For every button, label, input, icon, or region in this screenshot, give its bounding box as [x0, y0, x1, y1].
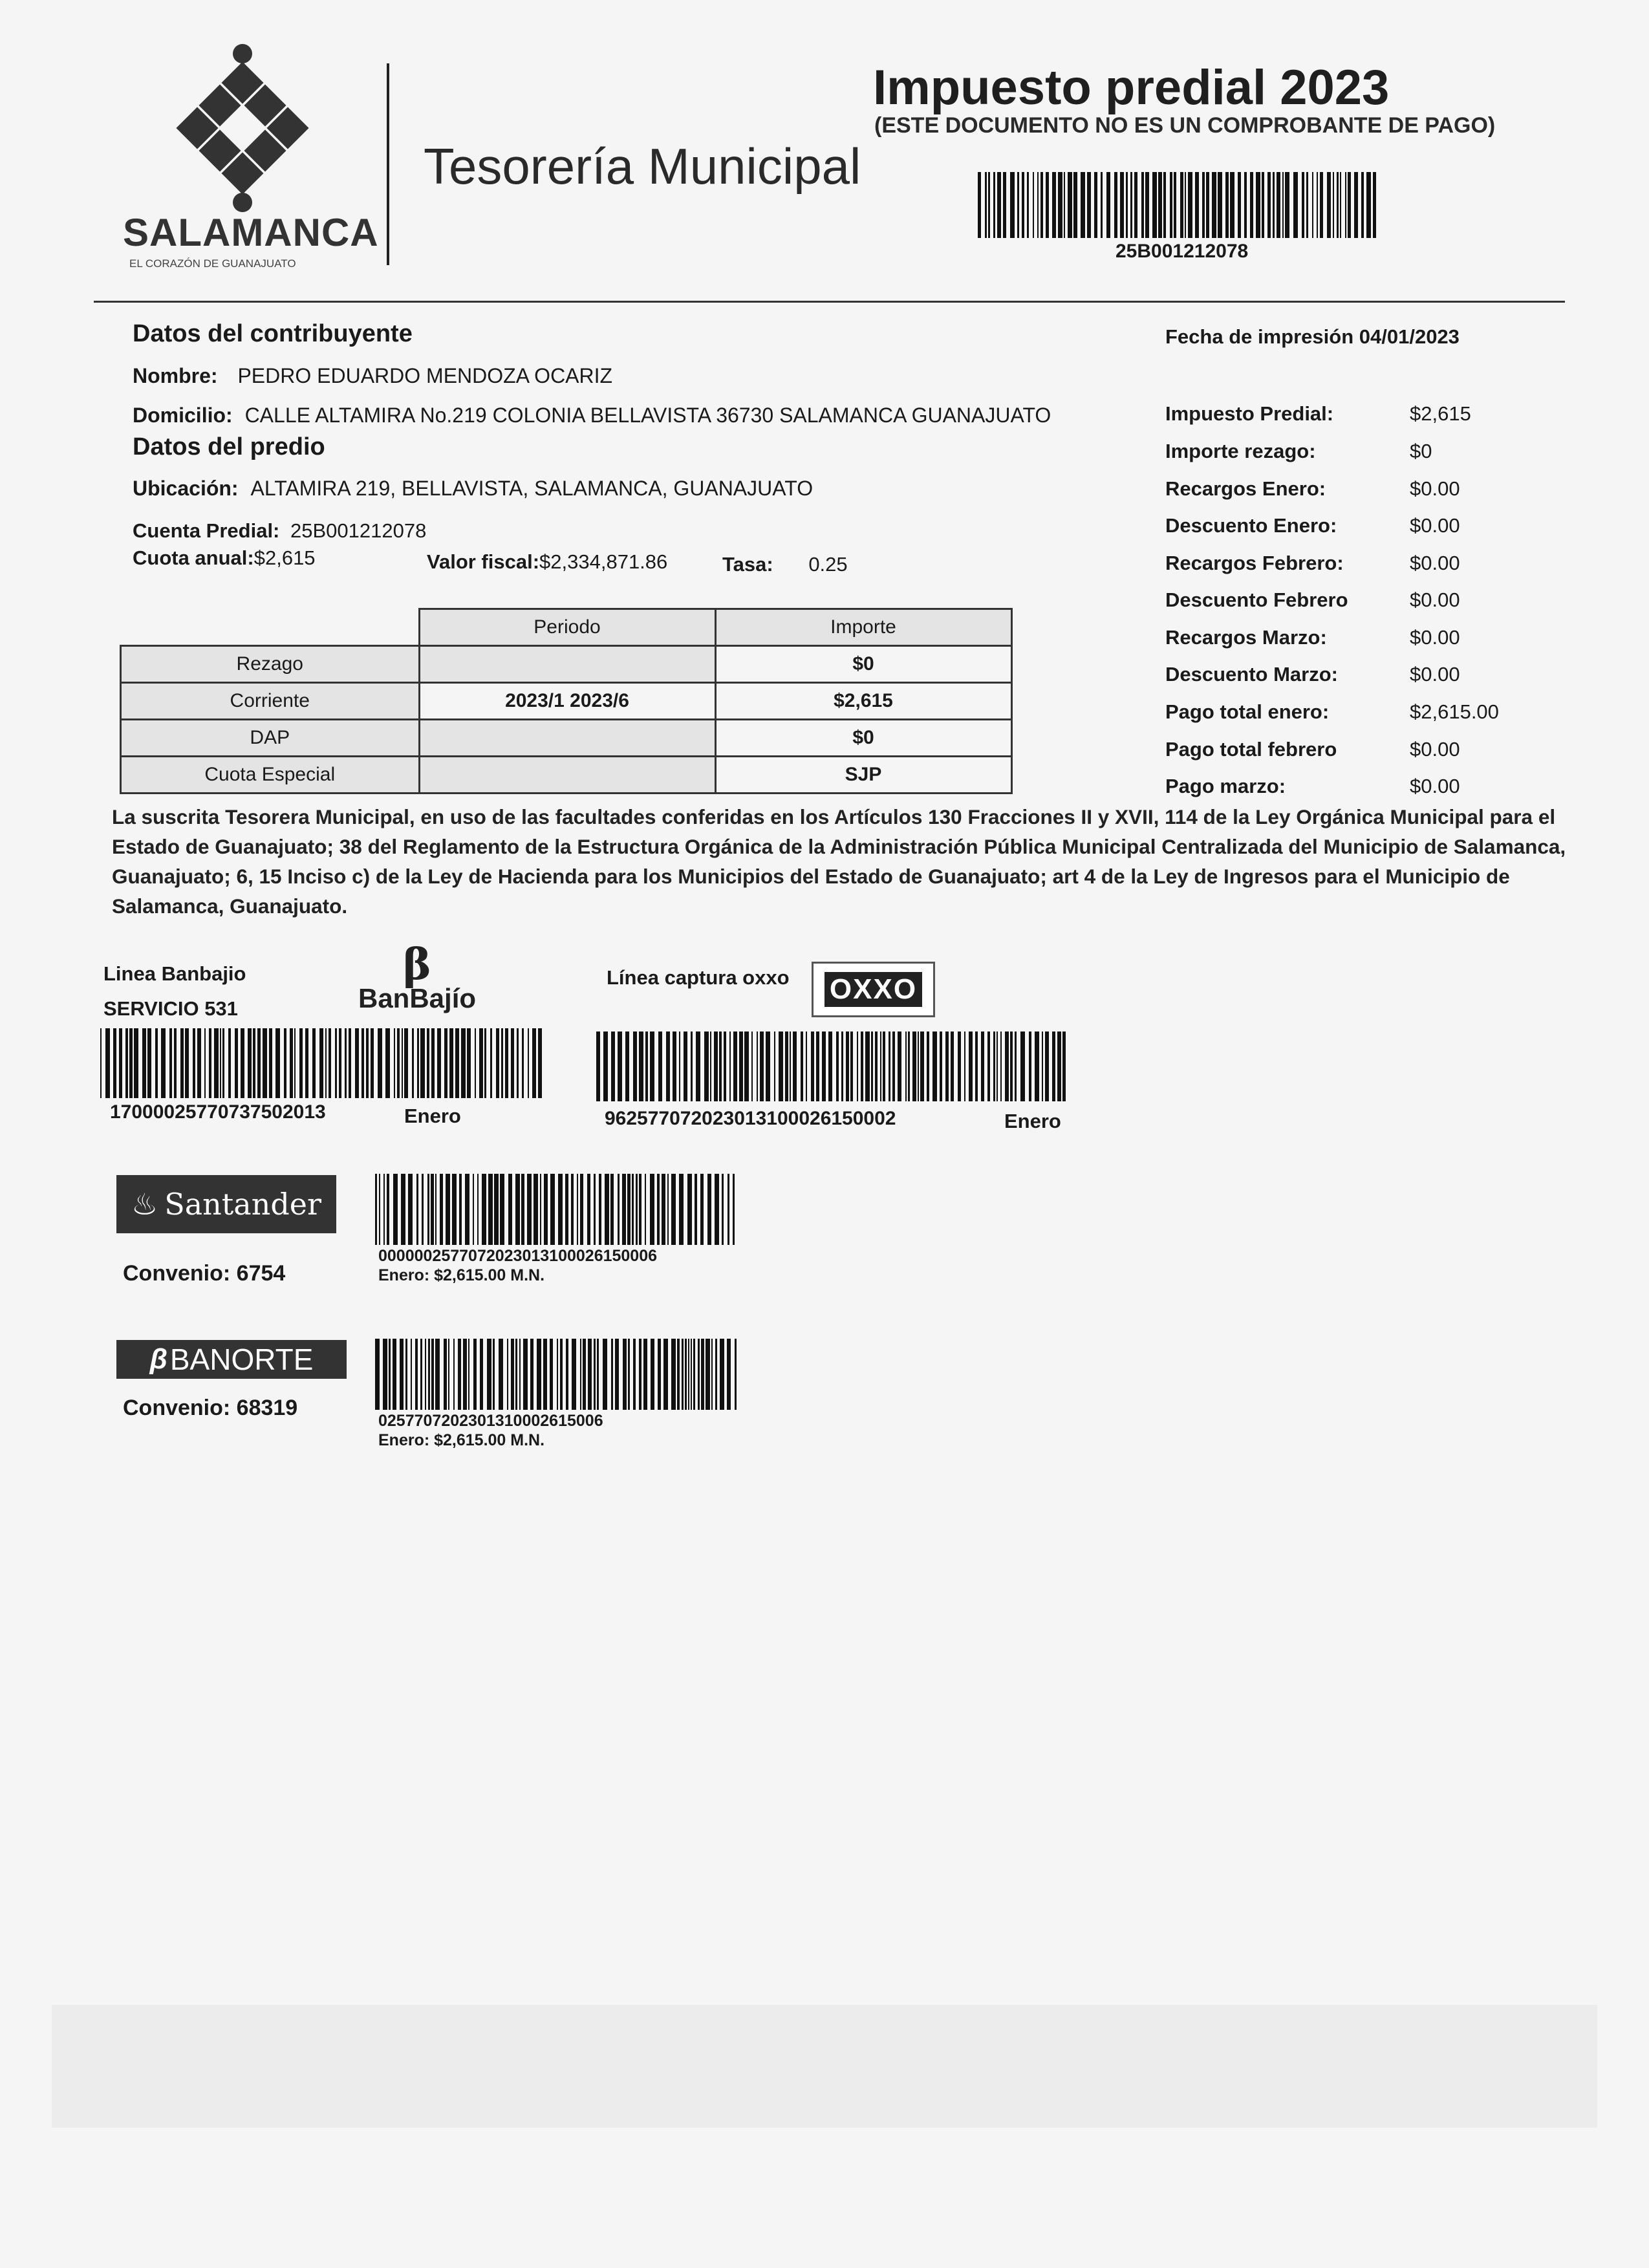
fecha-label: Fecha de impresión: [1165, 325, 1354, 348]
oxxo-mes: Enero: [1004, 1110, 1061, 1132]
account-barcode-number: 25B001212078: [1116, 241, 1249, 262]
barcode-bar: [494, 1174, 499, 1245]
barcode-bar: [420, 1028, 425, 1098]
valor-row: [427, 550, 667, 574]
barcode-bar: [375, 1339, 380, 1410]
document-subtitle: (ESTE DOCUMENTO NO ES UN COMPROBANTE DE PAGO): [874, 113, 1496, 138]
barcode-bar: [706, 1339, 710, 1410]
banorte-logo-icon: β BANORTE: [116, 1340, 347, 1379]
salamanca-logo-icon: [165, 42, 314, 213]
importe-cell: $0: [715, 646, 1011, 683]
barcode-bar: [671, 1339, 676, 1410]
banorte-convenio: Convenio: 68319: [123, 1396, 298, 1420]
barcode-bar: [696, 1031, 700, 1101]
importe-cell: SJP: [715, 757, 1011, 794]
barcode-bar: [393, 1174, 398, 1245]
periodo-cell: 2023/1 2023/6: [419, 683, 715, 720]
resumen-value: $0.00: [1410, 626, 1460, 649]
document-title: Impuesto predial 2023: [873, 60, 1390, 115]
table-row: [121, 683, 1012, 720]
account-barcode: [978, 172, 1382, 238]
resumen-label: Descuento Marzo:: [1165, 663, 1338, 686]
barcode-bar: [435, 1339, 440, 1410]
resumen-label: Impuesto Predial:: [1165, 402, 1334, 425]
barcode-bar: [1212, 172, 1216, 238]
barcode-bar: [1035, 1031, 1039, 1101]
barcode-bar: [1218, 172, 1222, 238]
nombre-value: PEDRO EDUARDO MENDOZA OCARIZ: [237, 364, 613, 387]
contribuyente-title: Datos del contribuyente: [133, 320, 413, 347]
cuenta-row: [133, 519, 426, 543]
table-row: [121, 757, 1012, 794]
concepto-cell: Cuota Especial: [121, 757, 420, 794]
resumen-label: Recargos Febrero:: [1165, 552, 1344, 574]
santander-convenio: Convenio: 6754: [123, 1261, 286, 1286]
legal-text: La suscrita Tesorera Municipal, en uso de las facultades conferidas en los Artículos 130 Fracciones II y XVII, 114 de la Ley Orgánica Municipal para el Estado de Guanajuato; 38 del Reglamento de la Estructura Orgánica de la Administración Pública Municipal Centralizada del Municipio de Salamanca, Guanajuato; 6, 15 Inciso c) de la Ley de Hacienda para los Municipios del Estado de Guanajuato; art 4 de la Ley de Ingresos para el Municipio de Salamanca, Guanajuato.: [112, 805, 1566, 918]
barcode-bar: [461, 1028, 466, 1098]
barcode-bar: [650, 1031, 654, 1101]
resumen-value: $0.00: [1410, 589, 1460, 611]
barcode-gap: [1066, 1031, 1070, 1101]
barcode-bar: [1230, 172, 1234, 238]
importe-cell: $2,615: [715, 683, 1011, 720]
barcode-bar: [383, 1339, 387, 1410]
concepto-cell: DAP: [121, 720, 420, 757]
santander-barcode-number: 0000002577072023013100026150006: [378, 1247, 658, 1265]
banbajio-logo-icon: β BanBajío: [343, 943, 491, 1021]
barcode-gap: [1376, 172, 1378, 238]
domicilio-row: [133, 404, 1051, 427]
barcode-bar: [488, 1174, 493, 1245]
cuenta-value: 25B001212078: [290, 519, 427, 542]
bottom-shade: [52, 2005, 1597, 2128]
barcode-bar: [679, 1174, 684, 1245]
periodo-cell: [419, 720, 715, 757]
fecha-impresion: [1165, 325, 1460, 349]
header-rule: [94, 301, 1565, 303]
resumen-label: Descuento Febrero: [1165, 589, 1348, 611]
resumen-label: Pago total enero:: [1165, 700, 1330, 723]
santander-logo-icon: ♨ Santander: [116, 1175, 336, 1233]
fecha-value: 04/01/2023: [1359, 325, 1460, 348]
banorte-amount: Enero: $2,615.00 M.N.: [378, 1431, 545, 1449]
barcode-bar: [482, 1174, 486, 1245]
barcode-bar: [687, 1174, 692, 1245]
barcode-gap: [735, 1174, 737, 1245]
resumen-label: Importe rezago:: [1165, 440, 1316, 462]
barcode-bar: [1068, 172, 1072, 238]
banbajio-servicio: SERVICIO 531: [103, 997, 238, 1020]
concepto-cell: Rezago: [121, 646, 420, 683]
tasa-value: 0.25: [808, 553, 848, 576]
oxxo-label: Línea captura oxxo: [607, 966, 790, 989]
barcode-bar: [558, 1174, 563, 1245]
tasa-label: Tasa:: [722, 553, 773, 576]
barcode-bar: [1366, 172, 1371, 238]
barcode-bar: [704, 1031, 709, 1101]
periodo-cell: [419, 757, 715, 794]
resumen-value: $0.00: [1410, 552, 1460, 574]
barcode-bar: [572, 1339, 576, 1410]
barcode-bar: [452, 1174, 457, 1245]
department-name: Tesorería Municipal: [424, 138, 861, 195]
barcode-bar: [744, 1031, 749, 1101]
col-periodo-header: Periodo: [419, 609, 715, 646]
barcode-bar: [766, 1031, 770, 1101]
resumen-value: $0.00: [1410, 663, 1460, 686]
barcode-bar: [1188, 172, 1192, 238]
resumen-label: Pago total febrero: [1165, 738, 1337, 761]
barcode-bar: [487, 1339, 491, 1410]
santander-barcode: [375, 1174, 740, 1245]
brand-tagline: EL CORAZÓN DE GUANAJUATO: [129, 257, 296, 270]
barcode-bar: [663, 1339, 668, 1410]
barcode-bar: [134, 1028, 138, 1098]
ubicacion-value: ALTAMIRA 219, BELLAVISTA, SALAMANCA, GUANAJUATO: [250, 477, 814, 500]
tasa-row: [722, 553, 848, 576]
periodo-table: [120, 608, 1013, 794]
banbajio-label: Linea Banbajio: [103, 962, 246, 985]
barcode-bar: [1081, 172, 1085, 238]
barcode-bar: [1058, 172, 1062, 238]
barcode-bar: [1010, 172, 1015, 238]
barcode-bar: [779, 1031, 783, 1101]
resumen-value: $2,615: [1410, 402, 1471, 425]
barcode-bar: [671, 1174, 676, 1245]
periodo-cell: [419, 646, 715, 683]
domicilio-value: CALLE ALTAMIRA No.219 COLONIA BELLAVISTA 36730 SALAMANCA GUANAJUATO: [244, 404, 1051, 427]
barcode-bar: [446, 1174, 450, 1245]
valor-label: Valor fiscal:: [427, 550, 540, 573]
barcode-bar: [263, 1028, 267, 1098]
resumen-value: $0.00: [1410, 738, 1460, 761]
cuota-row: [133, 546, 316, 570]
barcode-bar: [161, 1028, 166, 1098]
table-row: [121, 720, 1012, 757]
barcode-bar: [534, 1174, 538, 1245]
barcode-bar: [605, 1174, 609, 1245]
banorte-logo-text: BANORTE: [169, 1343, 314, 1376]
nombre-label: Nombre:: [133, 364, 218, 387]
barcode-bar: [275, 1028, 280, 1098]
ubicacion-row: [133, 477, 813, 501]
banbajio-logo-text: BanBajío: [358, 983, 477, 1013]
oxxo-barcode-number: 962577072023013100026150002: [605, 1108, 896, 1129]
barcode-bar: [537, 1339, 541, 1410]
resumen-label: Descuento Enero:: [1165, 514, 1337, 537]
barcode-bar: [105, 1028, 110, 1098]
barcode-bar: [1285, 172, 1289, 238]
barcode-bar: [932, 1031, 937, 1101]
barcode-bar: [603, 1339, 607, 1410]
ubicacion-label: Ubicación:: [133, 477, 239, 500]
barcode-bar: [865, 1031, 870, 1101]
barcode-bar: [550, 1174, 555, 1245]
banorte-barcode: [375, 1339, 740, 1410]
oxxo-barcode: [596, 1031, 1070, 1101]
barcode-bar: [465, 1174, 469, 1245]
barcode-bar: [639, 1031, 643, 1101]
valor-value: $2,334,871.86: [539, 550, 668, 573]
barcode-bar: [378, 1028, 382, 1098]
barcode-bar: [715, 1174, 719, 1245]
banbajio-mes: Enero: [404, 1105, 461, 1127]
resumen-value: $0.00: [1410, 775, 1460, 797]
barcode-bar: [603, 1031, 608, 1101]
barcode-bar: [720, 1339, 724, 1410]
santander-logo-text: Santander: [164, 1187, 321, 1222]
barcode-bar: [408, 1174, 413, 1245]
concepto-cell: Corriente: [121, 683, 420, 720]
cuenta-label: Cuenta Predial:: [133, 519, 280, 542]
resumen-value: $0.00: [1410, 514, 1460, 537]
barcode-bar: [650, 1174, 654, 1245]
table-row: [121, 646, 1012, 683]
barcode-bar: [1256, 172, 1260, 238]
domicilio-label: Domicilio:: [133, 404, 233, 427]
barcode-gap: [737, 1339, 739, 1410]
resumen-value: $0: [1410, 440, 1432, 462]
barcode-bar: [1020, 1031, 1025, 1101]
table-header-row: [121, 609, 1012, 646]
oxxo-logo-text: OXXO: [824, 972, 922, 1007]
nombre-row: [133, 364, 612, 388]
brand-name: SALAMANCA: [123, 211, 379, 254]
resumen-value: $2,615.00: [1410, 700, 1499, 723]
banbajio-barcode: [100, 1028, 543, 1098]
barcode-bar: [214, 1028, 219, 1098]
resumen-label: Recargos Marzo:: [1165, 626, 1327, 649]
barcode-bar: [618, 1031, 622, 1101]
santander-amount: Enero: $2,615.00 M.N.: [378, 1266, 545, 1284]
barcode-bar: [499, 1339, 503, 1410]
resumen-label: Pago marzo:: [1165, 775, 1286, 797]
banbajio-barcode-number: 17000025770737502013: [110, 1101, 326, 1123]
barcode-bar: [385, 1028, 390, 1098]
resumen-label: Recargos Enero:: [1165, 477, 1326, 500]
cuota-label: Cuota anual:: [133, 546, 254, 569]
barcode-bar: [1152, 172, 1157, 238]
barcode-bar: [523, 1339, 528, 1410]
importe-cell: $0: [715, 720, 1011, 757]
barcode-bar: [515, 1174, 520, 1245]
predio-title: Datos del predio: [133, 433, 325, 460]
banorte-barcode-number: 025770720230131000261500​6: [378, 1412, 603, 1430]
barcode-bar: [401, 1174, 405, 1245]
cuota-value: $2,615: [253, 546, 316, 569]
barcode-gap: [542, 1028, 543, 1098]
header-divider: [387, 63, 389, 265]
barcode-bar: [527, 1174, 532, 1245]
col-importe-header: Importe: [715, 609, 1011, 646]
oxxo-logo-icon: [812, 962, 935, 1017]
resumen-value: $0.00: [1410, 477, 1460, 500]
barcode-bar: [500, 1174, 504, 1245]
barcode-bar: [1293, 172, 1298, 238]
